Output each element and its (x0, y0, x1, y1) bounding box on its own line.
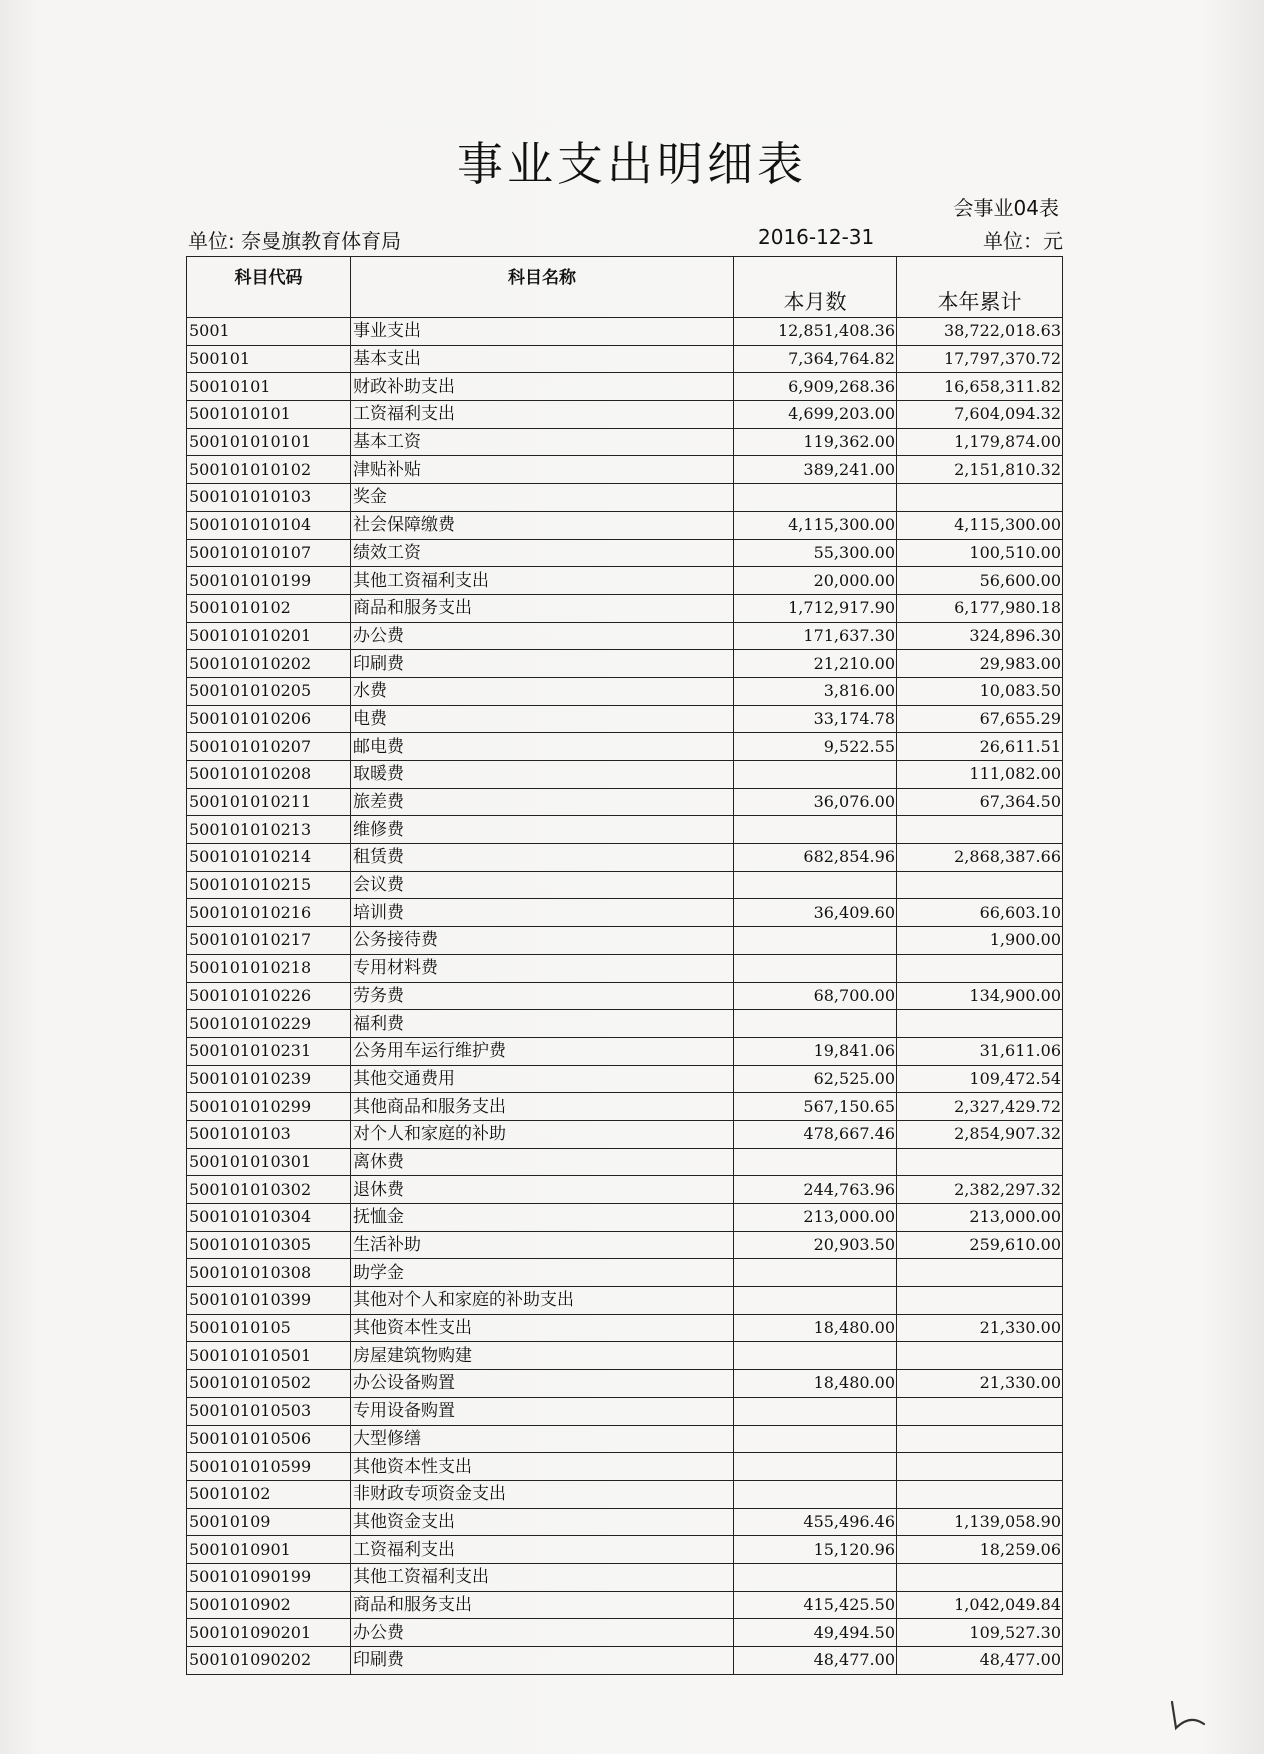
row-year-amount (897, 954, 1063, 982)
row-name: 办公设备购置 (351, 1370, 734, 1398)
row-year-amount (897, 484, 1063, 512)
table-row (187, 1037, 1063, 1065)
row-year-amount: 4,115,300.00 (897, 511, 1063, 539)
row-code: 5001010102 (187, 594, 351, 622)
row-code: 500101010207 (187, 733, 351, 761)
row-year-amount: 2,151,810.32 (897, 456, 1063, 484)
table-row (187, 1342, 1063, 1370)
meta-row (188, 225, 1063, 251)
row-year-amount: 1,900.00 (897, 927, 1063, 955)
row-month-amount (734, 816, 897, 844)
row-code: 500101010506 (187, 1425, 351, 1453)
row-name: 工资福利支出 (351, 1536, 734, 1564)
row-year-amount (897, 1287, 1063, 1315)
row-year-amount (897, 1259, 1063, 1287)
expense-detail-table (186, 256, 1063, 1675)
row-month-amount: 415,425.50 (734, 1591, 897, 1619)
row-year-amount (897, 1397, 1063, 1425)
row-year-amount: 100,510.00 (897, 539, 1063, 567)
row-year-amount: 26,611.51 (897, 733, 1063, 761)
row-month-amount (734, 484, 897, 512)
row-code: 500101010226 (187, 982, 351, 1010)
row-month-amount: 478,667.46 (734, 1120, 897, 1148)
row-name: 商品和服务支出 (351, 1591, 734, 1619)
row-name: 离休费 (351, 1148, 734, 1176)
row-year-amount: 21,330.00 (897, 1370, 1063, 1398)
table-row (187, 1010, 1063, 1038)
row-year-amount: 2,382,297.32 (897, 1176, 1063, 1204)
table-row (187, 539, 1063, 567)
row-year-amount: 2,868,387.66 (897, 844, 1063, 872)
row-year-amount: 2,327,429.72 (897, 1093, 1063, 1121)
row-code: 500101010299 (187, 1093, 351, 1121)
column-header-month: 本月数 (734, 257, 897, 318)
row-code: 500101010214 (187, 844, 351, 872)
row-month-amount (734, 1287, 897, 1315)
row-year-amount: 109,527.30 (897, 1619, 1063, 1647)
row-code: 500101010304 (187, 1204, 351, 1232)
row-month-amount (734, 1010, 897, 1038)
row-year-amount: 259,610.00 (897, 1231, 1063, 1259)
row-name: 津贴补贴 (351, 456, 734, 484)
row-month-amount: 9,522.55 (734, 733, 897, 761)
row-month-amount: 1,712,917.90 (734, 594, 897, 622)
row-year-amount: 1,042,049.84 (897, 1591, 1063, 1619)
row-name: 取暖费 (351, 761, 734, 789)
table-body (187, 318, 1063, 1675)
row-year-amount: 1,139,058.90 (897, 1508, 1063, 1536)
row-code: 50010101 (187, 373, 351, 401)
row-code: 500101010229 (187, 1010, 351, 1038)
table-row (187, 1259, 1063, 1287)
row-month-amount: 455,496.46 (734, 1508, 897, 1536)
row-year-amount: 10,083.50 (897, 677, 1063, 705)
row-year-amount: 56,600.00 (897, 567, 1063, 595)
row-name: 工资福利支出 (351, 401, 734, 429)
row-name: 其他资本性支出 (351, 1453, 734, 1481)
row-year-amount: 134,900.00 (897, 982, 1063, 1010)
row-month-amount: 49,494.50 (734, 1619, 897, 1647)
row-code: 500101010101 (187, 428, 351, 456)
row-code: 500101010215 (187, 871, 351, 899)
row-year-amount: 6,177,980.18 (897, 594, 1063, 622)
row-name: 助学金 (351, 1259, 734, 1287)
row-year-amount (897, 1453, 1063, 1481)
row-name: 其他对个人和家庭的补助支出 (351, 1287, 734, 1315)
table-row (187, 1397, 1063, 1425)
row-code: 500101010103 (187, 484, 351, 512)
table-row (187, 1287, 1063, 1315)
table-row (187, 927, 1063, 955)
table-row (187, 899, 1063, 927)
row-month-amount: 36,409.60 (734, 899, 897, 927)
row-month-amount: 68,700.00 (734, 982, 897, 1010)
row-month-amount: 20,000.00 (734, 567, 897, 595)
row-month-amount: 55,300.00 (734, 539, 897, 567)
table-row (187, 401, 1063, 429)
table-row (187, 373, 1063, 401)
row-month-amount: 4,699,203.00 (734, 401, 897, 429)
row-month-amount (734, 871, 897, 899)
row-year-amount: 66,603.10 (897, 899, 1063, 927)
row-code: 500101010201 (187, 622, 351, 650)
row-code: 5001010103 (187, 1120, 351, 1148)
row-year-amount: 67,655.29 (897, 705, 1063, 733)
table-row (187, 456, 1063, 484)
row-name: 其他商品和服务支出 (351, 1093, 734, 1121)
row-year-amount (897, 1563, 1063, 1591)
document-title: 事业支出明细表 (457, 137, 807, 191)
row-name: 退休费 (351, 1176, 734, 1204)
row-month-amount: 21,210.00 (734, 650, 897, 678)
row-year-amount: 17,797,370.72 (897, 345, 1063, 373)
row-name: 生活补助 (351, 1231, 734, 1259)
row-year-amount (897, 1480, 1063, 1508)
row-code: 500101010107 (187, 539, 351, 567)
row-name: 专用设备购置 (351, 1397, 734, 1425)
row-month-amount: 567,150.65 (734, 1093, 897, 1121)
row-name: 会议费 (351, 871, 734, 899)
table-row (187, 1480, 1063, 1508)
row-year-amount: 16,658,311.82 (897, 373, 1063, 401)
row-code: 500101010202 (187, 650, 351, 678)
table-row (187, 1093, 1063, 1121)
row-month-amount: 7,364,764.82 (734, 345, 897, 373)
row-code: 500101010208 (187, 761, 351, 789)
handwritten-mark-icon (1168, 1694, 1216, 1734)
form-code: 会事业04表 (953, 196, 1059, 220)
row-code: 500101010218 (187, 954, 351, 982)
row-name: 维修费 (351, 816, 734, 844)
row-name: 劳务费 (351, 982, 734, 1010)
row-month-amount: 171,637.30 (734, 622, 897, 650)
row-month-amount (734, 1148, 897, 1176)
row-name: 公务用车运行维护费 (351, 1037, 734, 1065)
table-row (187, 567, 1063, 595)
row-code: 50010109 (187, 1508, 351, 1536)
row-month-amount: 4,115,300.00 (734, 511, 897, 539)
row-name: 基本工资 (351, 428, 734, 456)
row-month-amount: 6,909,268.36 (734, 373, 897, 401)
row-month-amount: 62,525.00 (734, 1065, 897, 1093)
row-code: 500101010302 (187, 1176, 351, 1204)
row-name: 旅差费 (351, 788, 734, 816)
row-code: 50010102 (187, 1480, 351, 1508)
table-row (187, 1425, 1063, 1453)
row-year-amount: 111,082.00 (897, 761, 1063, 789)
row-name: 福利费 (351, 1010, 734, 1038)
row-code: 500101010213 (187, 816, 351, 844)
table-row (187, 705, 1063, 733)
row-name: 社会保障缴费 (351, 511, 734, 539)
table-row (187, 1148, 1063, 1176)
table-row (187, 622, 1063, 650)
row-code: 500101010239 (187, 1065, 351, 1093)
table-row (187, 1176, 1063, 1204)
row-name: 抚恤金 (351, 1204, 734, 1232)
row-year-amount (897, 1425, 1063, 1453)
row-month-amount: 682,854.96 (734, 844, 897, 872)
column-header-code: 科目代码 (187, 257, 351, 318)
row-name: 电费 (351, 705, 734, 733)
table-row (187, 844, 1063, 872)
row-code: 500101010217 (187, 927, 351, 955)
row-name: 其他工资福利支出 (351, 567, 734, 595)
row-year-amount: 18,259.06 (897, 1536, 1063, 1564)
row-name: 绩效工资 (351, 539, 734, 567)
row-code: 500101010305 (187, 1231, 351, 1259)
row-name: 非财政专项资金支出 (351, 1480, 734, 1508)
row-year-amount: 2,854,907.32 (897, 1120, 1063, 1148)
row-name: 公务接待费 (351, 927, 734, 955)
row-year-amount: 324,896.30 (897, 622, 1063, 650)
table-row (187, 345, 1063, 373)
table-row (187, 1314, 1063, 1342)
row-month-amount: 12,851,408.36 (734, 318, 897, 346)
row-year-amount (897, 816, 1063, 844)
row-name: 专用材料费 (351, 954, 734, 982)
row-month-amount (734, 954, 897, 982)
row-code: 500101090199 (187, 1563, 351, 1591)
table-row (187, 954, 1063, 982)
row-code: 5001010101 (187, 401, 351, 429)
row-code: 500101010199 (187, 567, 351, 595)
table-row (187, 594, 1063, 622)
row-name: 办公费 (351, 622, 734, 650)
table-row (187, 1065, 1063, 1093)
table-row (187, 816, 1063, 844)
row-code: 500101010301 (187, 1148, 351, 1176)
row-name: 培训费 (351, 899, 734, 927)
row-month-amount (734, 927, 897, 955)
table-row (187, 1204, 1063, 1232)
row-name: 基本支出 (351, 345, 734, 373)
row-year-amount: 67,364.50 (897, 788, 1063, 816)
table-row (187, 1453, 1063, 1481)
row-year-amount: 7,604,094.32 (897, 401, 1063, 429)
row-year-amount: 21,330.00 (897, 1314, 1063, 1342)
organization-label: 单位: 奈曼旗教育体育局 (188, 229, 402, 253)
row-name: 办公费 (351, 1619, 734, 1647)
row-name: 其他工资福利支出 (351, 1563, 734, 1591)
table-row (187, 1619, 1063, 1647)
row-code: 500101090201 (187, 1619, 351, 1647)
row-code: 500101010502 (187, 1370, 351, 1398)
row-code: 5001010901 (187, 1536, 351, 1564)
column-header-name: 科目名称 (351, 257, 734, 318)
row-name: 大型修缮 (351, 1425, 734, 1453)
row-year-amount: 48,477.00 (897, 1647, 1063, 1675)
row-month-amount: 18,480.00 (734, 1314, 897, 1342)
row-code: 500101010211 (187, 788, 351, 816)
row-month-amount: 36,076.00 (734, 788, 897, 816)
table-row (187, 318, 1063, 346)
row-code: 500101010231 (187, 1037, 351, 1065)
row-code: 500101010206 (187, 705, 351, 733)
row-month-amount: 20,903.50 (734, 1231, 897, 1259)
row-code: 500101010102 (187, 456, 351, 484)
table-header-row (187, 257, 1063, 318)
table-row (187, 871, 1063, 899)
row-code: 500101010104 (187, 511, 351, 539)
row-name: 印刷费 (351, 1647, 734, 1675)
row-name: 印刷费 (351, 650, 734, 678)
row-code: 500101010216 (187, 899, 351, 927)
row-name: 其他交通费用 (351, 1065, 734, 1093)
row-month-amount (734, 1397, 897, 1425)
report-date: 2016-12-31 (758, 225, 875, 249)
row-month-amount (734, 1480, 897, 1508)
table-row (187, 982, 1063, 1010)
row-year-amount: 31,611.06 (897, 1037, 1063, 1065)
row-month-amount: 119,362.00 (734, 428, 897, 456)
row-code: 500101010205 (187, 677, 351, 705)
row-name: 水费 (351, 677, 734, 705)
table-row (187, 1536, 1063, 1564)
row-month-amount (734, 1259, 897, 1287)
row-month-amount (734, 1425, 897, 1453)
table-row (187, 733, 1063, 761)
row-month-amount (734, 1453, 897, 1481)
row-month-amount: 15,120.96 (734, 1536, 897, 1564)
row-year-amount (897, 1148, 1063, 1176)
column-header-year: 本年累计 (897, 257, 1063, 318)
row-name: 对个人和家庭的补助 (351, 1120, 734, 1148)
row-name: 其他资金支出 (351, 1508, 734, 1536)
table-row (187, 511, 1063, 539)
table-row (187, 1120, 1063, 1148)
row-name: 其他资本性支出 (351, 1314, 734, 1342)
row-year-amount (897, 1342, 1063, 1370)
row-year-amount: 1,179,874.00 (897, 428, 1063, 456)
table-row (187, 1508, 1063, 1536)
table-row (187, 484, 1063, 512)
row-year-amount (897, 871, 1063, 899)
row-name: 房屋建筑物购建 (351, 1342, 734, 1370)
row-year-amount: 38,722,018.63 (897, 318, 1063, 346)
row-name: 租赁费 (351, 844, 734, 872)
row-year-amount: 213,000.00 (897, 1204, 1063, 1232)
row-month-amount: 3,816.00 (734, 677, 897, 705)
row-month-amount (734, 1563, 897, 1591)
row-month-amount: 389,241.00 (734, 456, 897, 484)
row-name: 邮电费 (351, 733, 734, 761)
row-code: 500101010399 (187, 1287, 351, 1315)
row-month-amount: 213,000.00 (734, 1204, 897, 1232)
table-row (187, 1231, 1063, 1259)
row-name: 事业支出 (351, 318, 734, 346)
row-code: 500101 (187, 345, 351, 373)
row-year-amount (897, 1010, 1063, 1038)
row-month-amount (734, 761, 897, 789)
row-code: 5001010105 (187, 1314, 351, 1342)
row-year-amount: 29,983.00 (897, 650, 1063, 678)
table-row (187, 1591, 1063, 1619)
table-row (187, 788, 1063, 816)
row-name: 商品和服务支出 (351, 594, 734, 622)
table-row (187, 761, 1063, 789)
table-row (187, 1370, 1063, 1398)
row-month-amount: 244,763.96 (734, 1176, 897, 1204)
row-month-amount: 18,480.00 (734, 1370, 897, 1398)
table-row (187, 428, 1063, 456)
row-code: 5001010902 (187, 1591, 351, 1619)
row-month-amount: 48,477.00 (734, 1647, 897, 1675)
row-code: 500101010501 (187, 1342, 351, 1370)
row-code: 500101010503 (187, 1397, 351, 1425)
table-row (187, 1563, 1063, 1591)
row-month-amount: 33,174.78 (734, 705, 897, 733)
row-code: 5001 (187, 318, 351, 346)
table-row (187, 677, 1063, 705)
row-month-amount: 19,841.06 (734, 1037, 897, 1065)
row-code: 500101010308 (187, 1259, 351, 1287)
row-year-amount: 109,472.54 (897, 1065, 1063, 1093)
table-row (187, 1647, 1063, 1675)
row-name: 财政补助支出 (351, 373, 734, 401)
row-code: 500101090202 (187, 1647, 351, 1675)
table-row (187, 650, 1063, 678)
row-month-amount (734, 1342, 897, 1370)
row-code: 500101010599 (187, 1453, 351, 1481)
currency-unit: 单位：元 (983, 229, 1063, 253)
row-name: 奖金 (351, 484, 734, 512)
